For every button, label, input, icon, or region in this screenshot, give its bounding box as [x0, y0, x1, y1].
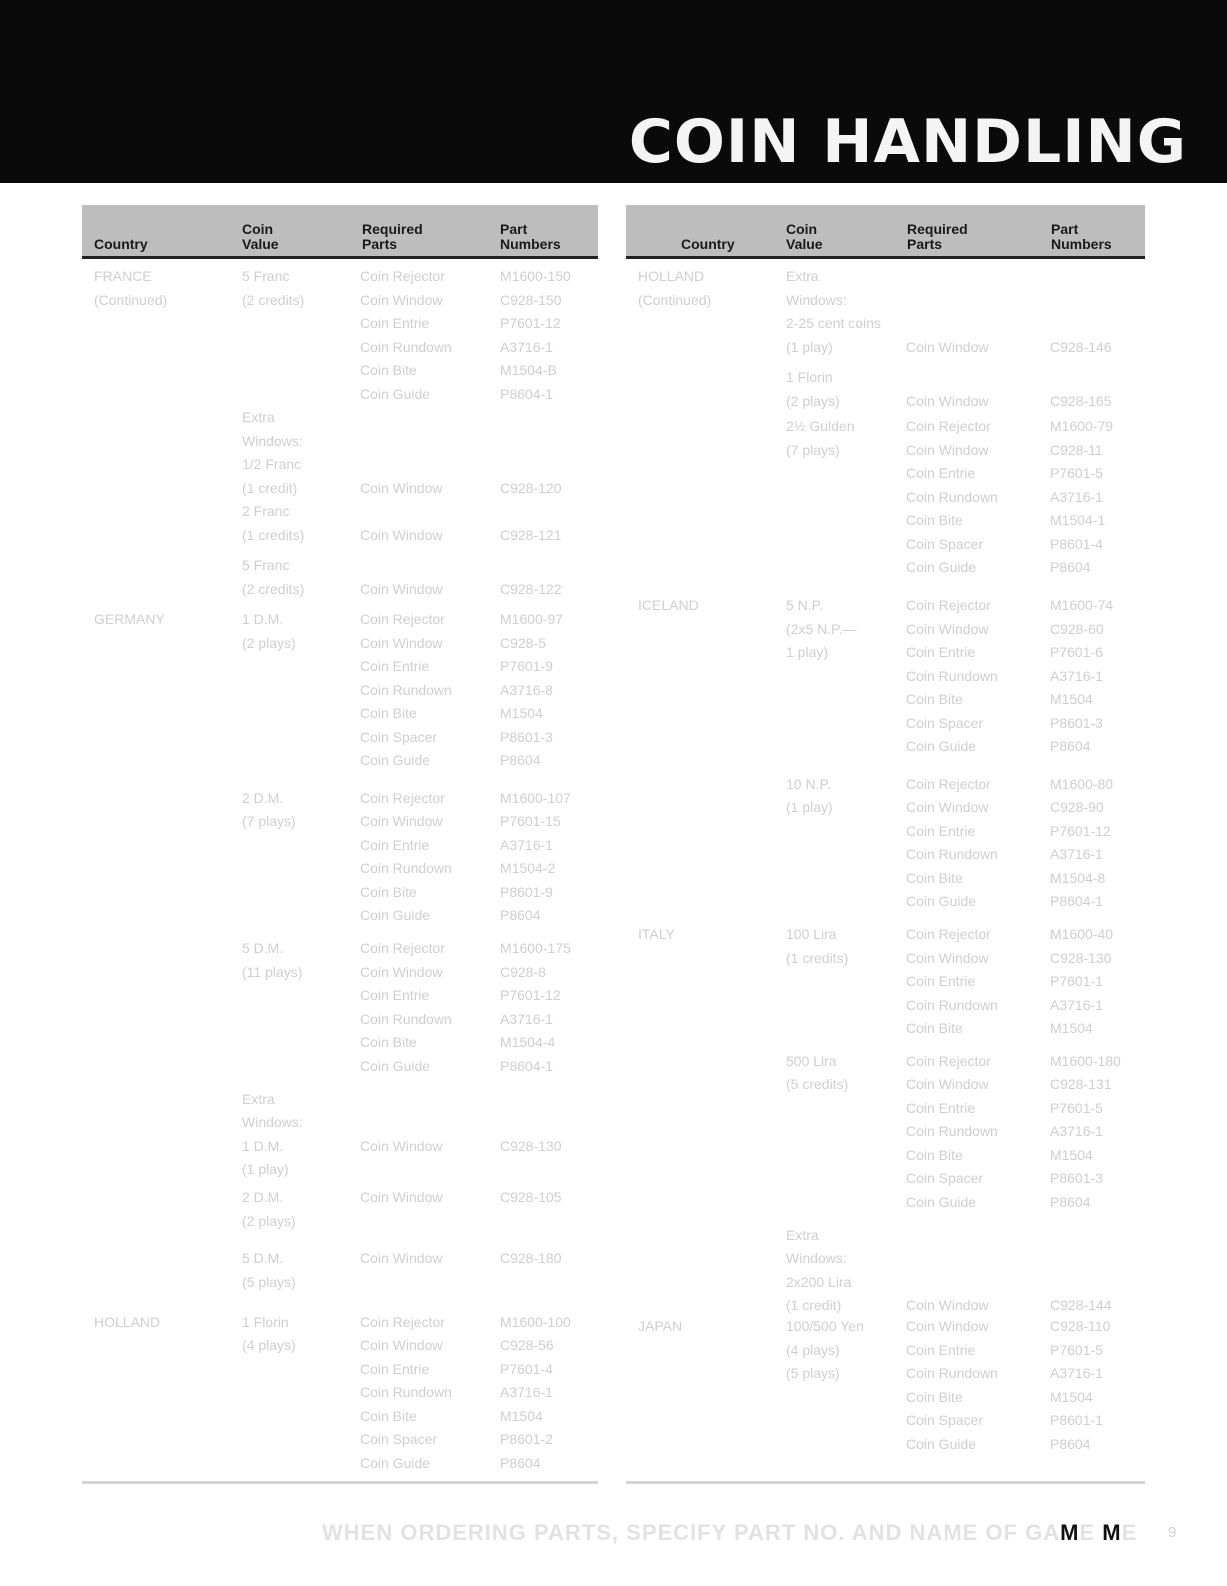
cell-coin-value: Extra Windows: 1/2 Franc (1 credit)	[242, 409, 303, 496]
cell-part-numbers: M1600-150 C928-150 P7601-12 A3716-1 M1504-B P8604-1	[500, 268, 571, 402]
cell-coin-value: 2½ Gulden (7 plays)	[786, 418, 855, 458]
table-bottom-rule	[626, 1481, 1145, 1484]
cell-part-numbers: C928-144	[1050, 1297, 1112, 1314]
page-title: COIN HANDLING	[628, 107, 1187, 177]
right-table-header	[626, 205, 1145, 259]
header-coin-value: Coin Value	[242, 221, 279, 252]
cell-required-parts: Coin Window	[360, 1137, 443, 1154]
cell-coin-value: Extra Windows: 1 D.M. (1 play)	[242, 1090, 303, 1177]
left-table-header	[82, 205, 598, 259]
cell-part-numbers: M1600-74 C928-60 P7601-6 A3716-1 M1504 P8601-3 P8604	[1050, 597, 1114, 754]
cell-country: HOLLAND (Continued)	[638, 268, 712, 308]
cell-part-numbers: M1600-79 C928-11 P7601-5 A3716-1 M1504-1 P8601-4 P8604	[1050, 418, 1114, 576]
cell-coin-value: 10 N.P. (1 play)	[786, 775, 833, 816]
cell-coin-value: 100 Lira (1 credits)	[786, 926, 849, 966]
cell-country: ICELAND	[638, 597, 699, 613]
cell-country: ITALY	[638, 926, 675, 942]
cell-required-parts: Coin Rejector Coin Window Coin Entrie Coin Rundown Coin Bite Coin Spacer Coin Guide	[906, 597, 998, 754]
cell-country: FRANCE (Continued)	[94, 268, 168, 308]
cell-coin-value: 5 D.M. (5 plays)	[242, 1250, 296, 1290]
cell-part-numbers: C928-120	[500, 479, 562, 496]
cell-part-numbers: M1600-180 C928-131 P7601-5 A3716-1 M1504 P8601-3 P8604	[1050, 1052, 1121, 1210]
cell-country: GERMANY	[94, 611, 165, 628]
cell-part-numbers: M1600-80 C928-90 P7601-12 A3716-1 M1504-8 P8604-1	[1050, 775, 1114, 910]
header-country: Country	[94, 236, 148, 252]
cell-required-parts: Coin Rejector Coin Window Coin Entrie Coin Rundown Coin Bite Coin Spacer Coin Guide	[360, 1313, 452, 1471]
header-part-numbers: Part Numbers	[1051, 221, 1112, 252]
right-table-body	[626, 259, 1145, 1484]
cell-required-parts: Coin Rejector Coin Window Coin Entrie Coin Rundown Coin Bite Coin Spacer Coin Guide	[906, 1052, 998, 1210]
header-coin-value: Coin Value	[786, 221, 823, 252]
cell-required-parts: Coin Window	[360, 526, 443, 543]
cell-coin-value: 1 Florin (4 plays)	[242, 1313, 296, 1354]
cell-part-numbers: C928-180	[500, 1250, 562, 1267]
header-country: Country	[681, 236, 735, 252]
cell-coin-value: 1 D.M. (2 plays)	[242, 611, 296, 651]
table-bottom-rule	[82, 1481, 598, 1484]
cell-required-parts: Coin Window Coin Entrie Coin Rundown Coin Bite Coin Spacer Coin Guide	[906, 1318, 998, 1452]
cell-part-numbers: C928-110 P7601-5 A3716-1 M1504 P8601-1 P8604	[1050, 1318, 1111, 1452]
cell-required-parts: Coin Rejector Coin Window Coin Entrie Coin Rundown Coin Bite Coin Guide	[906, 775, 998, 910]
cell-part-numbers: C928-122	[500, 580, 562, 597]
cell-part-numbers: M1600-175 C928-8 P7601-12 A3716-1 M1504-4 P8604-1	[500, 940, 571, 1074]
cell-country: JAPAN	[638, 1318, 683, 1335]
cell-country: HOLLAND	[94, 1313, 161, 1330]
cell-required-parts: Coin Rejector Coin Window Coin Entrie Coin Rundown Coin Bite Coin Guide	[360, 940, 452, 1074]
left-table-body	[82, 259, 598, 1484]
cell-coin-value: Extra Windows: 2x200 Lira (1 credit)	[786, 1226, 852, 1314]
cell-required-parts: Coin Window	[360, 1250, 443, 1267]
cell-part-numbers: C928-130	[500, 1137, 562, 1154]
cell-part-numbers: M1600-97 C928-5 P7601-9 A3716-8 M1504 P8601-3 P8604	[500, 611, 564, 769]
cell-required-parts: Coin Rejector Coin Window Coin Entrie Coin Rundown Coin Bite Coin Guide	[360, 789, 452, 924]
right-table	[626, 205, 1145, 1484]
header-required-parts: Required Parts	[907, 221, 968, 252]
cell-required-parts: Coin Window	[906, 392, 989, 409]
cell-coin-value: Extra Windows: 2-25 cent coins (1 play)	[786, 268, 881, 355]
cell-part-numbers: C928-165	[1050, 392, 1112, 409]
cell-coin-value: 5 N.P. (2x5 N.P.— 1 play)	[786, 597, 857, 660]
left-table	[82, 205, 598, 1484]
cell-coin-value: 500 Lira (5 credits)	[786, 1052, 849, 1093]
cell-part-numbers: M1600-107 P7601-15 A3716-1 M1504-2 P8601-9 P8604	[500, 789, 571, 924]
cell-required-parts: Coin Window	[906, 338, 989, 355]
cell-required-parts: Coin Rejector Coin Window Coin Entrie Coin Rundown Coin Bite Coin Spacer Coin Guide	[906, 418, 998, 576]
cell-coin-value: 5 Franc (2 credits)	[242, 268, 305, 308]
cell-required-parts: Coin Window	[360, 580, 443, 597]
cell-part-numbers: M1600-40 C928-130 P7601-1 A3716-1 M1504	[1050, 926, 1114, 1036]
cell-coin-value: 100/500 Yen (4 plays) (5 plays)	[786, 1318, 864, 1382]
page-number: 9	[1168, 1524, 1177, 1541]
cell-required-parts: Coin Rejector Coin Window Coin Entrie Coin Rundown Coin Bite Coin Spacer Coin Guide	[360, 611, 452, 769]
cell-coin-value: 2 Franc (1 credits)	[242, 503, 305, 543]
cell-coin-value: 5 Franc (2 credits)	[242, 557, 305, 597]
cell-part-numbers: C928-146	[1050, 338, 1112, 355]
cell-coin-value: 2 D.M. (2 plays)	[242, 1189, 296, 1229]
cell-part-numbers: M1600-100 C928-56 P7601-4 A3716-1 M1504 P8601-2 P8604	[500, 1313, 571, 1471]
cell-coin-value: 2 D.M. (7 plays)	[242, 789, 296, 830]
page-header-bar	[0, 0, 1227, 183]
cell-coin-value: 5 D.M. (11 plays)	[242, 940, 303, 980]
cell-required-parts: Coin Window	[360, 479, 443, 496]
cell-required-parts: Coin Window	[906, 1297, 989, 1314]
header-part-numbers: Part Numbers	[500, 221, 561, 252]
cell-required-parts: Coin Window	[360, 1189, 443, 1206]
footer-note: WHEN ORDERING PARTS, SPECIFY PART NO. AND NAME OF GAME ME	[322, 1520, 1138, 1545]
cell-required-parts: Coin Rejector Coin Window Coin Entrie Coin Rundown Coin Bite Coin Guide	[360, 268, 452, 402]
cell-part-numbers: C928-105	[500, 1189, 562, 1206]
cell-coin-value: 1 Florin (2 plays)	[786, 369, 840, 409]
cell-required-parts: Coin Rejector Coin Window Coin Entrie Coin Rundown Coin Bite	[906, 926, 998, 1036]
header-required-parts: Required Parts	[362, 221, 423, 252]
cell-part-numbers: C928-121	[500, 526, 562, 543]
